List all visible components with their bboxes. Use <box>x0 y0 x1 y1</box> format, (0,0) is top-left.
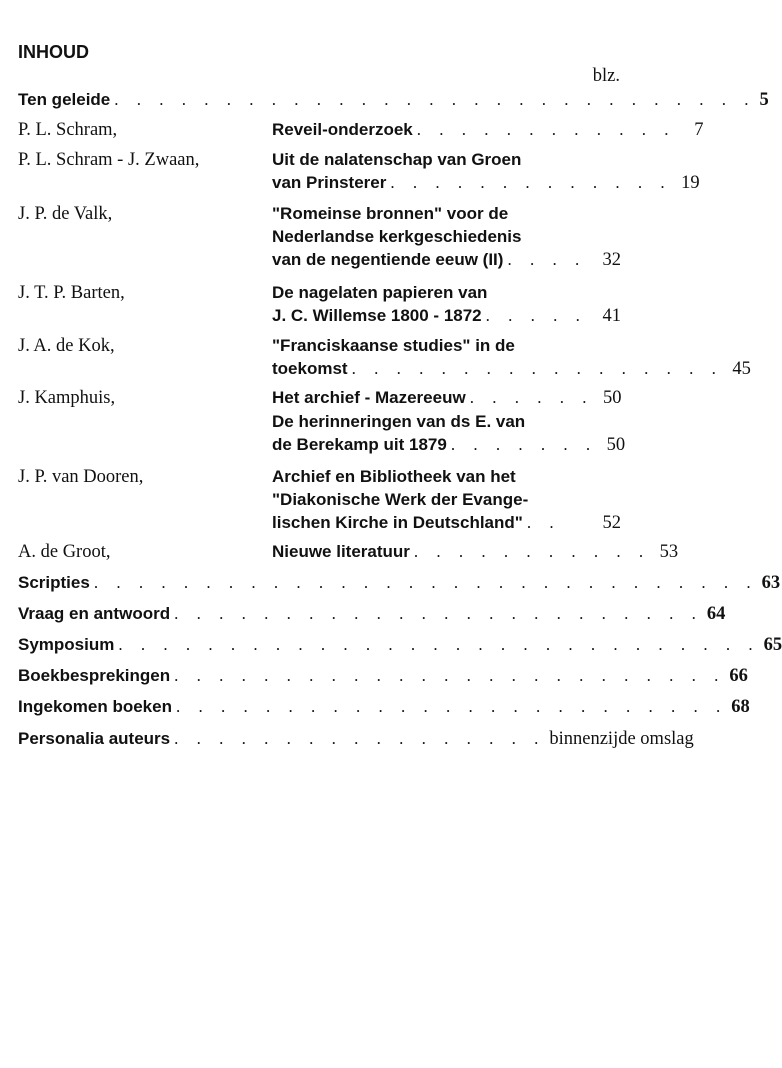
entry-author: J. T. P. Barten, <box>18 283 125 303</box>
entry-title: lischen Kirche in Deutschland" <box>272 513 523 532</box>
entry-title: Het archief - Mazereeuw <box>272 388 466 407</box>
entry-title-line <box>272 148 621 172</box>
entry-title-line <box>272 540 679 564</box>
leader-dots: . . . . . . . . . . . . . . . . . . . . . . . . <box>174 604 703 623</box>
entry-title-line <box>272 225 621 249</box>
toc-entry-personalia-auteurs <box>18 727 694 751</box>
entry-page: binnenzijde omslag <box>549 729 694 749</box>
toc-entry-ingekomen-boeken <box>18 695 750 719</box>
toc-entry-ten-geleide <box>18 88 769 112</box>
entry-title: Uit de nalatenschap van Groen <box>272 150 522 169</box>
entry-title: J. C. Willemse 1800 - 1872 <box>272 306 482 325</box>
entry-title-line <box>272 511 621 535</box>
entry-author: A. de Groot, <box>18 542 111 562</box>
entry-title: "Franciskaanse studies" in de <box>272 336 515 355</box>
toc-entry-vraag-en-antwoord <box>18 602 726 626</box>
entry-page: 32 <box>602 250 621 270</box>
entry-page: 19 <box>681 173 700 193</box>
leader-dots: . . . . . . <box>469 388 594 407</box>
entry-title: De nagelaten papieren van <box>272 283 488 302</box>
leader-dots: . . . . . . . . . . . . . . . . . <box>174 729 546 748</box>
entry-page: 53 <box>659 542 679 562</box>
leader-dots: . . . . . . . . . . . . . . . . . <box>351 359 723 378</box>
entry-title: De herinneringen van ds E. van <box>272 412 526 431</box>
entry-page: 45 <box>732 359 751 379</box>
leader-dots: . . . . . . . . . . . . . . . . . . . . . . . . . <box>174 666 726 685</box>
toc-entry-boekbesprekingen <box>18 664 748 688</box>
entry-title: toekomst <box>272 359 348 378</box>
entry-label: Scripties <box>18 573 90 592</box>
leader-dots: . . . . . . . . . . . <box>413 542 651 561</box>
leader-dots: . . . . . . . . . . . . <box>416 120 676 139</box>
entry-title: "Diakonische Werk der Evange- <box>272 490 529 509</box>
leader-dots: . . . . <box>507 250 587 269</box>
entry-page: 5 <box>759 90 769 110</box>
entry-page: 68 <box>731 697 750 717</box>
entry-title-line <box>272 118 704 142</box>
leader-dots: . . . . . . . . . . . . . <box>390 173 672 192</box>
entry-title-line <box>272 488 621 512</box>
leader-dots: . . . . . . . . . . . . . . . . . . . . . . . . . <box>175 697 728 716</box>
entry-page: 64 <box>706 604 726 624</box>
toc-entry-symposium <box>18 633 782 657</box>
entry-title: de Berekamp uit 1879 <box>272 435 447 454</box>
entry-title-line <box>272 386 621 410</box>
leader-dots: . . . . . . . . . . . . . . . . . . . . . . . . . . . . . <box>118 635 760 654</box>
page-column-label: blz. <box>592 66 620 86</box>
entry-title-line <box>272 357 751 381</box>
entry-title: Nieuwe literatuur <box>272 542 410 561</box>
entry-page: 65 <box>763 635 782 655</box>
entry-label: Personalia auteurs <box>18 729 171 748</box>
entry-page: 63 <box>761 573 781 593</box>
entry-page: 66 <box>729 666 748 686</box>
entry-author: P. L. Schram, <box>18 120 118 140</box>
entry-author: J. P. de Valk, <box>18 204 113 224</box>
entry-author: J. Kamphuis, <box>18 388 116 408</box>
leader-dots: . . . . . . . . . . . . . . . . . . . . . . . . . . . . . . <box>93 573 758 592</box>
entry-author: P. L. Schram - J. Zwaan, <box>18 150 200 170</box>
entry-page: 41 <box>602 306 621 326</box>
entry-title-line <box>272 202 621 226</box>
toc-entry-scripties <box>18 571 781 595</box>
entry-title: van Prinsterer <box>272 173 387 192</box>
leader-dots: . . . . . . . <box>450 435 598 454</box>
entry-label: Symposium <box>18 635 115 654</box>
entry-title: Nederlandse kerkgeschiedenis <box>272 227 522 246</box>
toc-heading: INHOUD <box>18 42 89 62</box>
leader-dots: . . . . . <box>485 306 587 325</box>
entry-label: Vraag en antwoord <box>18 604 171 623</box>
entry-author: J. P. van Dooren, <box>18 467 144 487</box>
entry-page: 50 <box>602 388 622 408</box>
entry-page: 52 <box>602 513 621 533</box>
entry-page: 50 <box>606 435 626 455</box>
entry-title: "Romeinse bronnen" voor de <box>272 204 509 223</box>
entry-page: 7 <box>694 120 704 140</box>
entry-label: Ten geleide <box>18 90 111 109</box>
entry-title: Archief en Bibliotheek van het <box>272 467 516 486</box>
entry-title-line <box>272 304 621 328</box>
entry-author: J. A. de Kok, <box>18 336 115 356</box>
entry-title-line <box>272 433 626 457</box>
entry-title-line <box>272 281 621 305</box>
entry-title-line <box>272 171 700 195</box>
entry-title: van de negentiende eeuw (II) <box>272 250 504 269</box>
leader-dots: . . . . . . . . . . . . . . . . . . . . . . . . . . . . . <box>114 90 756 109</box>
entry-title-line <box>272 410 621 434</box>
entry-title: Reveil-onderzoek <box>272 120 413 139</box>
entry-title-line <box>272 248 621 272</box>
leader-dots: . . <box>526 513 561 532</box>
entry-title-line <box>272 465 621 489</box>
entry-label: Boekbesprekingen <box>18 666 171 685</box>
entry-label: Ingekomen boeken <box>18 697 172 716</box>
entry-title-line <box>272 334 621 358</box>
